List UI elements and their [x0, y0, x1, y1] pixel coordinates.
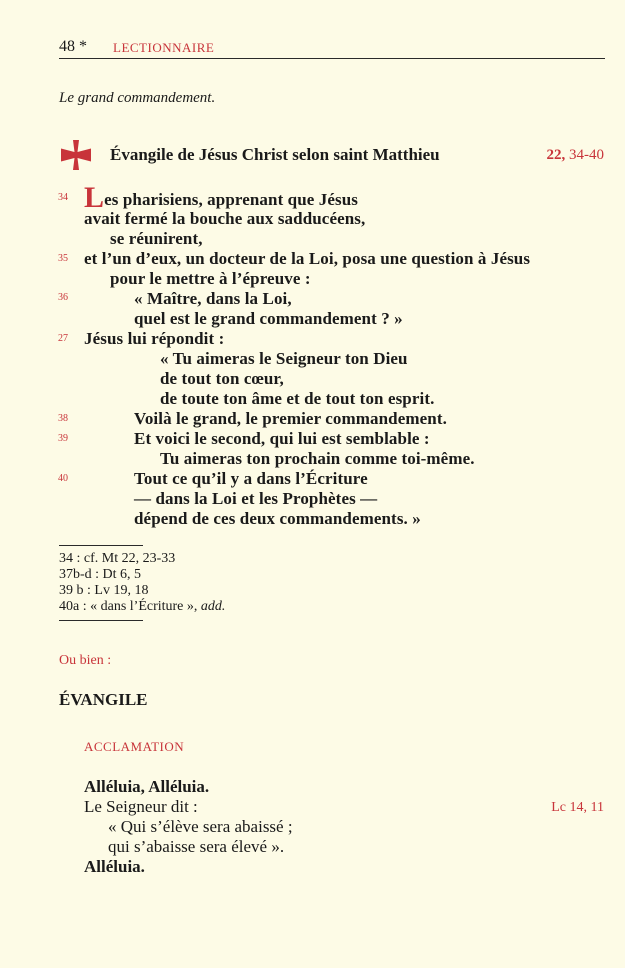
acclamation-line: Alléluia.: [84, 857, 145, 876]
gospel-title: Évangile de Jésus Christ selon saint Matthieu: [110, 145, 440, 164]
acclamation-line: Alléluia, Alléluia.: [84, 777, 210, 796]
or-label: Ou bien :: [59, 653, 112, 668]
verse-number: 38: [58, 413, 68, 424]
verse-number: 27: [58, 333, 68, 344]
text-line: — dans la Loi et les Prophètes —: [134, 489, 378, 508]
acclamation-line: qui s’abaisse sera élevé ».: [108, 837, 285, 856]
footnote: 39 b : Lv 19, 18: [59, 583, 149, 598]
text-line: Jésus lui répondit :: [84, 329, 225, 348]
gospel-reference: [547, 147, 605, 164]
footnote: 34 : cf. Mt 22, 23-33: [59, 551, 176, 566]
text-line: « Maître, dans la Loi,: [134, 289, 292, 308]
footnote: [59, 599, 225, 615]
text-line: pour le mettre à l’épreuve :: [110, 269, 311, 288]
footnote: 37b-d : Dt 6, 5: [59, 567, 142, 582]
footnote-add: add.: [200, 599, 226, 614]
text-line: de toute ton âme et de tout ton esprit.: [160, 389, 435, 408]
text-line: avait fermé la bouche aux sadducéens,: [84, 209, 366, 228]
text-line: de tout ton cœur,: [160, 369, 284, 388]
section-heading: ÉVANGILE: [59, 690, 148, 709]
text-line: Tu aimeras ton prochain comme toi-même.: [160, 449, 475, 468]
text-line-1: es pharisiens, apprenant que Jésus: [104, 190, 359, 209]
text-line: Tout ce qu’il y a dans l’Écriture: [134, 469, 368, 488]
gospel-ref-chapter: 22,: [546, 147, 566, 163]
acclamation-line: Le Seigneur dit :: [84, 797, 198, 816]
verse-number: 39: [58, 433, 68, 444]
verse-number: 34: [58, 192, 68, 203]
text-line: quel est le grand commandement ? »: [134, 309, 403, 328]
running-title: LECTIONNAIRE: [113, 40, 215, 55]
cross-pattee-icon: [60, 139, 92, 171]
drop-cap: L: [84, 181, 105, 214]
verse-number: 40: [58, 473, 68, 484]
text-line: se réunirent,: [110, 229, 203, 248]
verse-number: 36: [58, 292, 68, 303]
verse-number: 35: [58, 253, 68, 264]
footnote-text: 40a : « dans l’Écriture »,: [59, 599, 201, 614]
gospel-ref-verses: 34-40: [569, 147, 604, 163]
acclamation-reference: Lc 14, 11: [551, 800, 604, 815]
text-line: Et voici le second, qui lui est semblable :: [134, 429, 430, 448]
acclamation-line: « Qui s’élève sera abaissé ;: [108, 817, 293, 836]
text-line: Voilà le grand, le premier commandement.: [134, 409, 447, 428]
text-line: et l’un d’eux, un docteur de la Loi, posa une question à Jésus: [84, 249, 531, 268]
page-number: 48 *: [59, 38, 87, 55]
footnote-rule-bottom: [59, 620, 143, 621]
text-line: « Tu aimeras le Seigneur ton Dieu: [160, 349, 408, 368]
header-rule: [59, 58, 605, 59]
reading-subtitle: Le grand commandement.: [59, 90, 216, 106]
acclamation-label: ACCLAMATION: [84, 739, 185, 754]
text-line: dépend de ces deux commandements. »: [134, 509, 421, 528]
footnote-rule-top: [59, 545, 143, 546]
